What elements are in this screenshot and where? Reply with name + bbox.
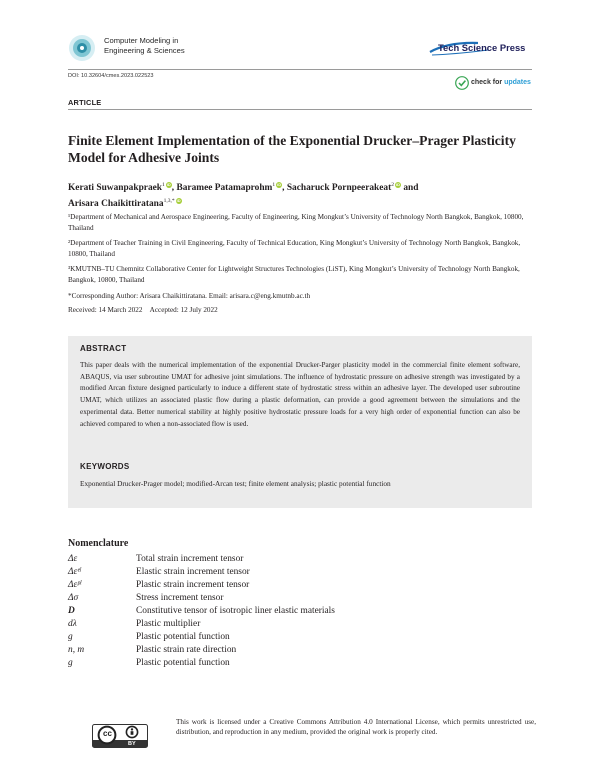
orcid-icon[interactable]: iD <box>277 182 282 188</box>
license-text: This work is licensed under a Creative Commons Attribution 4.0 International License, which permits unrestricted use, distribution, and reproduction in any medium, provided the original work is properly cited. <box>176 718 536 736</box>
creative-commons-badge[interactable] <box>92 724 148 748</box>
accepted-date: Accepted: 12 July 2022 <box>149 306 218 314</box>
nomenclature-symbol: D <box>68 606 75 616</box>
author-sep: , <box>171 183 177 194</box>
publisher-logo <box>428 39 536 59</box>
keywords-text: Exponential Drucker-Prager model; modified-Arcan test; finite element analysis; plastic potential function <box>80 479 391 488</box>
doi[interactable]: DOI: 10.32604/cmes.2023.022523 <box>68 73 154 79</box>
affiliation-3: ³KMUTNB–TU Chemnitz Collaborative Center for Lightweight Structures Technologies (LiST), King Mongkut’s University of Technology North Bangkok, Bangkok, 10800, Thailand <box>68 265 520 284</box>
nomenclature-symbol: Δεᵉˡ <box>68 567 81 577</box>
author-sup: 2 <box>391 182 394 188</box>
nomenclature-definition: Stress increment tensor <box>136 593 224 603</box>
orcid-icon[interactable]: iD <box>395 182 400 188</box>
journal-logo-icon <box>68 34 96 62</box>
nomenclature-symbol: g <box>68 632 73 642</box>
nomenclature-row <box>68 645 538 657</box>
received-date: Received: 14 March 2022 <box>68 306 143 314</box>
cc-by-icon <box>92 724 148 748</box>
nomenclature-definition: Elastic strain increment tensor <box>136 567 250 577</box>
nomenclature-definition: Plastic potential function <box>136 632 230 642</box>
nomenclature-row <box>68 554 538 566</box>
author-sup: 1 <box>272 182 276 188</box>
nomenclature-row <box>68 658 538 670</box>
publisher-name: Tech Science Press <box>438 42 526 53</box>
nomenclature-row <box>68 593 538 605</box>
paper-title: Finite Element Implementation of the Exponential Drucker–Prager Plasticity Model for Adhesive Joints <box>68 133 516 165</box>
nomenclature-definition: Plastic strain rate direction <box>136 645 237 655</box>
nomenclature-row <box>68 567 538 579</box>
orcid-icon[interactable]: iD <box>166 182 171 188</box>
updates-suffix: updates <box>504 78 531 86</box>
check-for-updates-label[interactable] <box>471 79 531 86</box>
author-sep: and <box>400 183 419 194</box>
article-history <box>68 306 218 314</box>
nomenclature-definition: Total strain increment tensor <box>136 554 244 564</box>
nomenclature-row <box>68 580 538 592</box>
author-sep: , <box>282 183 287 194</box>
journal-name <box>104 36 185 56</box>
nomenclature-symbol: Δεᵖˡ <box>68 580 82 590</box>
nomenclature-definition: Plastic multiplier <box>136 619 201 629</box>
journal-name-line1: Computer Modeling in <box>104 36 179 45</box>
affiliation-2: ²Department of Teacher Training in Civil Engineering, Faculty of Technical Education, King Mongkut’s University of Technology North Bangkok, Bangkok, 10800, Thailand <box>68 239 521 258</box>
updates-prefix: check for <box>471 78 503 86</box>
author-list <box>68 179 538 211</box>
header-rule <box>68 69 532 70</box>
author-name[interactable]: Baramee Patamaprohm <box>176 183 273 194</box>
affiliation-1: ¹Department of Mechanical and Aerospace Engineering, Faculty of Engineering, King Mongkut’s University of Technology North Bangkok, Bangkok, 10800, Thailand <box>68 213 524 232</box>
author-sup: 1,3,* <box>163 198 175 205</box>
article-type: ARTICLE <box>68 98 102 107</box>
author-name[interactable]: Kerati Suwanpakpraek <box>68 183 163 194</box>
cc-mark: cc <box>103 728 112 738</box>
nomenclature-row <box>68 606 538 618</box>
nomenclature-definition: Plastic potential function <box>136 658 230 668</box>
journal-name-line2: Engineering & Sciences <box>104 46 185 55</box>
nomenclature-heading: Nomenclature <box>68 538 129 549</box>
cc-by-label: BY <box>128 740 136 747</box>
author-name[interactable]: Sacharuck Pornpeerakeat <box>286 183 392 194</box>
nomenclature-symbol: g <box>68 658 73 668</box>
keywords-heading: KEYWORDS <box>80 462 130 471</box>
nomenclature-symbol: Δσ <box>68 593 79 603</box>
nomenclature-row <box>68 619 538 631</box>
nomenclature-definition: Plastic strain increment tensor <box>136 580 250 590</box>
nomenclature-symbol: Δε <box>68 554 78 564</box>
corresponding-author: *Corresponding Author: Arisara Chaikittiratana. Email: arisara.c@eng.kmutnb.ac.th <box>68 292 311 300</box>
author-sup: 1 <box>162 182 165 188</box>
nomenclature-symbol: dλ <box>68 619 77 629</box>
abstract-heading: ABSTRACT <box>80 344 127 353</box>
nomenclature-symbol: n, m <box>68 645 85 655</box>
nomenclature-row <box>68 632 538 644</box>
orcid-icon[interactable]: iD <box>176 198 181 204</box>
author-name[interactable]: Arisara Chaikittiratana <box>68 199 164 210</box>
abstract-text: This paper deals with the numerical implementation of the exponential Drucker-Parger plasticity model in the commercial finite element software, ABAQUS, via user subroutine UMAT for adhesive joint simulations. The influence of hydrostatic pressure on adhesive strength was investigated by a modified Arcan fixture designed particularly to induce a different state of hydrostatic stress within an adhesive layer. The developed user subroutine UMAT, which utilizes an associated plastic flow during a plastic deformation, can provide a good agreement between the simulations and the experimental data. Better numerical stability at highly positive hydrostatic pressure loads for a very high order of exponential function can also be achieved compared to when a non-associated flow is used. <box>80 361 520 428</box>
nomenclature-definition: Constitutive tensor of isotropic liner elastic materials <box>136 606 335 616</box>
article-rule <box>68 109 532 110</box>
